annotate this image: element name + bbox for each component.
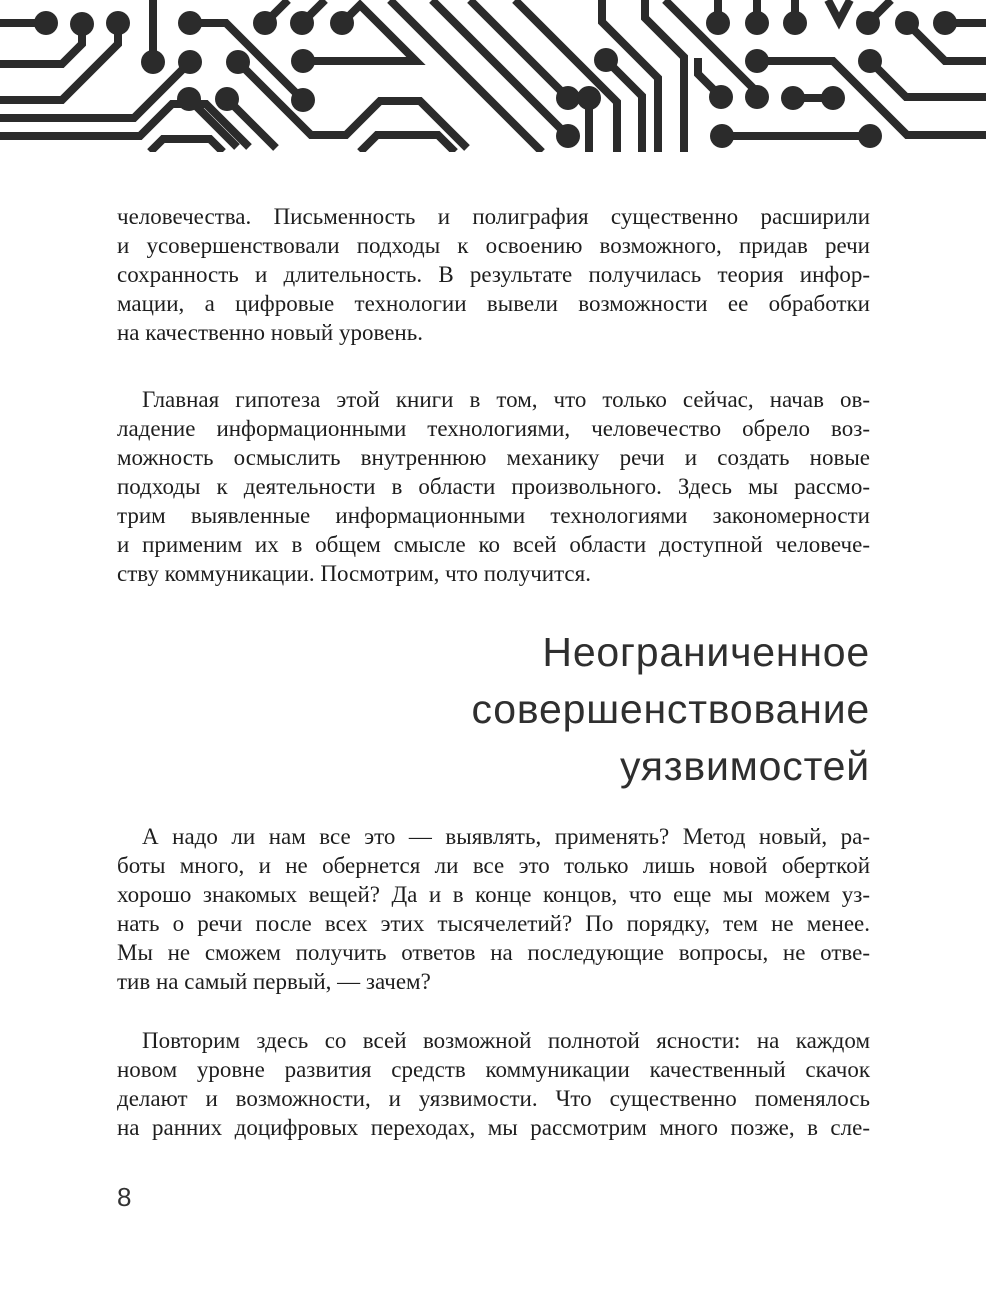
body-line: тив на самый первый, — зачем? (117, 969, 431, 994)
chapter-heading-line: Неограниченное (542, 629, 870, 675)
body-line: хорошо знакомых вещей? Да и в конце концов, что еще мы можем уз- (117, 882, 870, 907)
body-line: боты много, и не обернется ли все это только лишь новой оберткой (117, 853, 870, 878)
body-line: трим выявленные информационными технологиями закономерности (117, 503, 870, 528)
body-line: новом уровне развития средств коммуникации качественный скачок (117, 1057, 870, 1082)
chapter-heading-line: уязвимостей (619, 743, 870, 789)
paragraph-4 (117, 1026, 870, 1142)
page-number: 8 (117, 1182, 132, 1212)
chapter-heading-line: совершенствование (471, 686, 870, 732)
paragraph-1 (117, 202, 870, 347)
paragraph-2 (117, 385, 870, 588)
body-line: А надо ли нам все это — выявлять, применять? Метод новый, ра- (142, 824, 870, 849)
chapter-heading (117, 624, 870, 795)
body-line: подходы к деятельности в области произвольного. Здесь мы рассмо- (117, 474, 870, 499)
body-line: Мы не сможем получить ответов на последующие вопросы, не отве- (117, 940, 870, 965)
body-line: ладение информационными технологиями, человечество обрело воз- (117, 416, 870, 441)
body-line: и применим их в общем смысле ко всей области доступной человече- (117, 532, 870, 557)
body-line: можность осмыслить внутреннюю механику речи и создать новые (117, 445, 870, 470)
body-line: и усовершенствовали подходы к освоению возможного, придав речи (117, 233, 870, 258)
body-line: ству коммуникации. Посмотрим, что получится. (117, 561, 591, 586)
body-line: мации, а цифровые технологии вывели возможности ее обработки (117, 291, 870, 316)
paragraph-3 (117, 822, 870, 996)
body-line: Повторим здесь со всей возможной полнотой ясности: на каждом (142, 1028, 870, 1053)
body-line: на ранних доцифровых переходах, мы рассмотрим много позже, в сле- (117, 1115, 870, 1140)
body-line: сохранность и длительность. В результате получилась теория инфор- (117, 262, 870, 287)
body-line: человечества. Письменность и полиграфия существенно расширили (117, 204, 870, 229)
body-line: делают и возможности, и уязвимости. Что существенно поменялось (117, 1086, 870, 1111)
body-line: нать о речи после всех этих тысячелетий? По порядку, тем не менее. (117, 911, 870, 936)
body-line: на качественно новый уровень. (117, 320, 423, 345)
body-line: Главная гипотеза этой книги в том, что только сейчас, начав ов- (142, 387, 870, 412)
circuit-pattern-icon (0, 0, 986, 152)
